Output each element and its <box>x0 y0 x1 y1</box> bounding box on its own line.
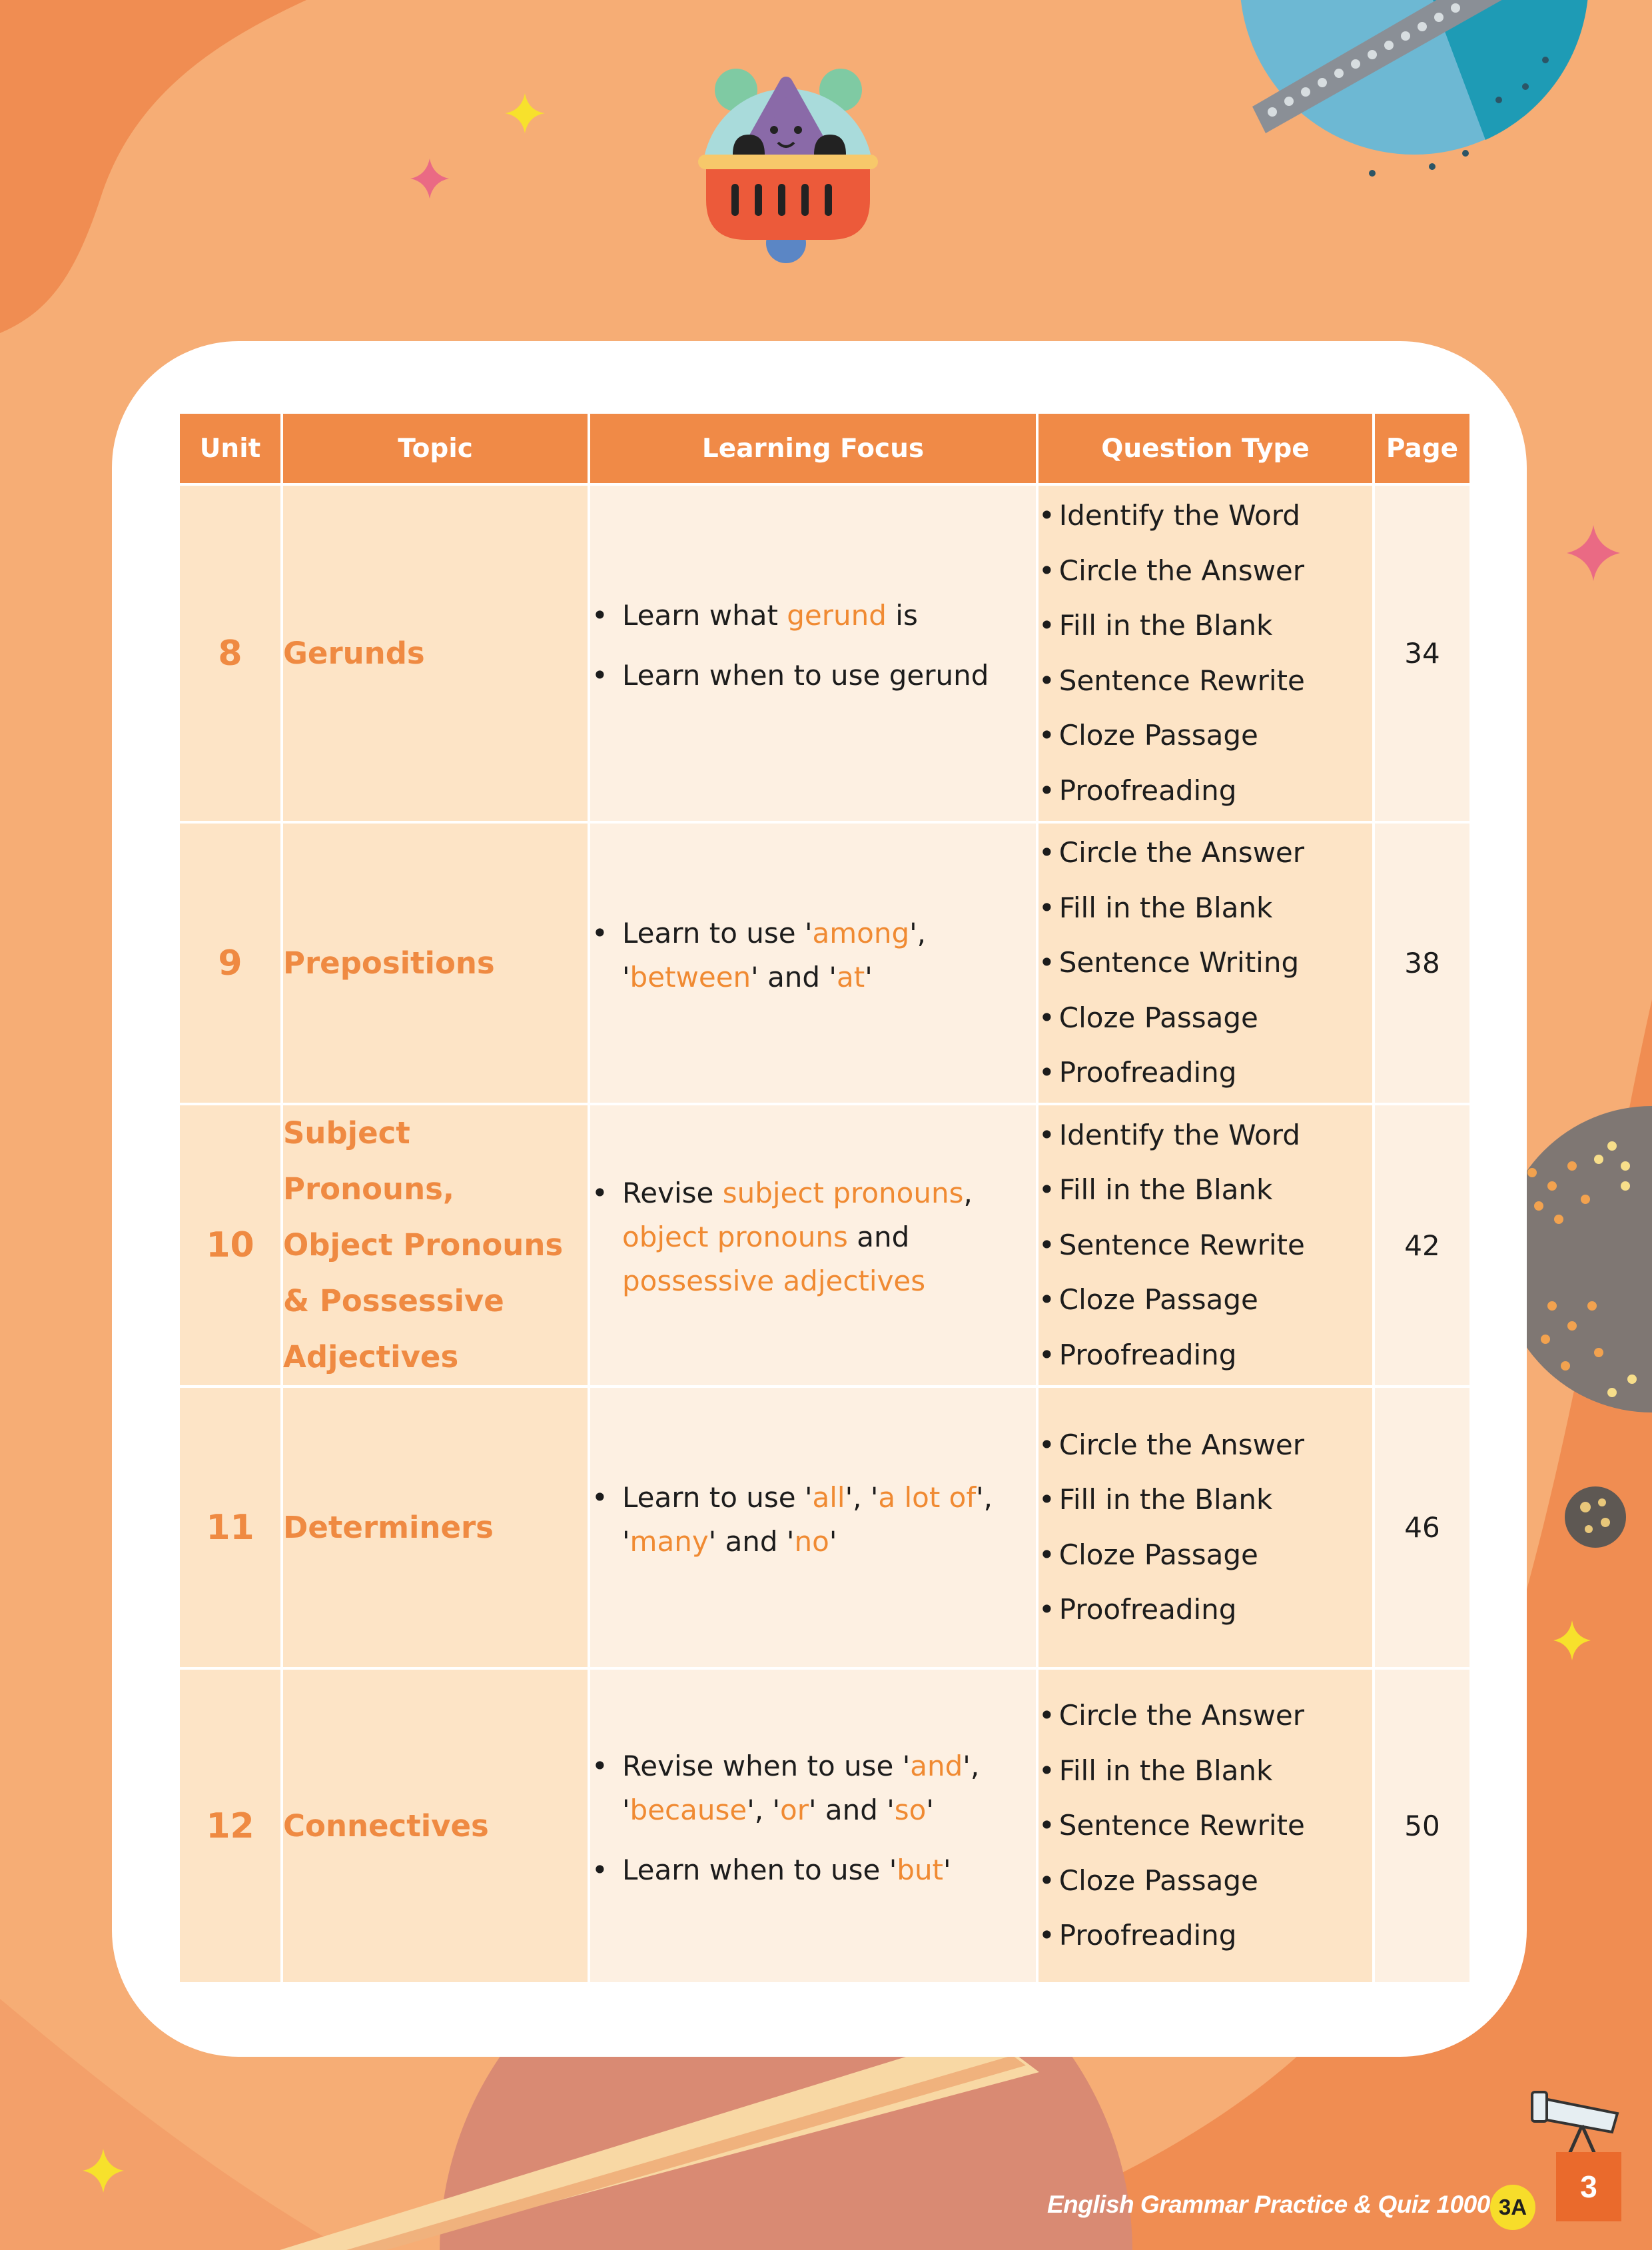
highlighted-term: at <box>836 960 865 993</box>
highlighted-term: but <box>897 1853 944 1886</box>
highlighted-term: subject pronouns <box>722 1177 964 1209</box>
highlighted-term: and <box>910 1749 963 1782</box>
unit-number: 11 <box>179 1387 282 1668</box>
focus-item <box>590 1848 1036 1892</box>
focus-text: Revise when to use ' <box>622 1749 911 1782</box>
topic-line: Adjectives <box>283 1339 459 1375</box>
question-type-item: • Identify the Word <box>1038 488 1372 544</box>
question-type-item: • Fill in the Blank <box>1038 881 1372 936</box>
focus-text: Learn when to use gerund <box>622 658 989 692</box>
learning-focus <box>589 484 1037 822</box>
focus-item <box>590 654 1036 698</box>
highlighted-term: or <box>780 1793 809 1826</box>
table-row <box>179 484 1471 822</box>
topic-line: Gerunds <box>283 635 425 671</box>
table-header-row <box>179 412 1471 484</box>
focus-text: ', ' <box>622 916 927 993</box>
highlighted-term: possessive adjectives <box>622 1265 926 1297</box>
focus-text: ' <box>865 960 873 993</box>
table-of-contents <box>177 411 1472 1985</box>
focus-item <box>590 594 1036 638</box>
highlighted-term: object pronouns <box>622 1221 848 1253</box>
blob-top-left <box>0 0 306 333</box>
question-type-item: • Proofreading <box>1038 1908 1372 1964</box>
topic-title <box>282 1387 589 1668</box>
question-type-item: • Cloze Passage <box>1038 708 1372 764</box>
focus-text: Learn when to use ' <box>622 1853 897 1886</box>
focus-text: ' <box>943 1853 951 1886</box>
focus-item <box>590 911 1036 999</box>
unit-number: 9 <box>179 822 282 1104</box>
question-type-item: • Circle the Answer <box>1038 1688 1372 1744</box>
focus-item <box>590 1171 1036 1303</box>
pink-sparkle-icon-right <box>1567 525 1620 581</box>
highlighted-term: among <box>812 916 910 949</box>
topic-title <box>282 1104 589 1387</box>
question-type-item: • Proofreading <box>1038 764 1372 819</box>
focus-text: ' and ' <box>808 1793 895 1826</box>
focus-text: Revise <box>622 1177 723 1209</box>
topic-line: & Possessive <box>283 1283 504 1319</box>
focus-text: , <box>963 1177 973 1209</box>
learning-focus <box>589 822 1037 1104</box>
highlighted-term: because <box>629 1793 747 1826</box>
header-unit: Unit <box>179 412 282 484</box>
focus-text: ', ' <box>622 1480 993 1558</box>
small-moon-icon <box>1565 1486 1626 1548</box>
highlighted-term: all <box>812 1480 845 1514</box>
unit-number: 10 <box>179 1104 282 1387</box>
header-topic: Topic <box>282 412 589 484</box>
table-row <box>179 1668 1471 1983</box>
focus-text: is <box>886 598 918 632</box>
page-ref: 38 <box>1374 822 1471 1104</box>
focus-text: Learn to use ' <box>622 1480 813 1514</box>
page-ref: 46 <box>1374 1387 1471 1668</box>
book-title: English Grammar Practice & Quiz 1000 <box>1047 2191 1490 2218</box>
header-question-type: Question Type <box>1037 412 1374 484</box>
question-type-item: • Cloze Passage <box>1038 991 1372 1046</box>
table-row <box>179 1104 1471 1387</box>
question-type-item: • Circle the Answer <box>1038 544 1372 599</box>
question-type-item: • Identify the Word <box>1038 1108 1372 1163</box>
topic-title <box>282 822 589 1104</box>
question-type-item: • Circle the Answer <box>1038 1418 1372 1473</box>
page-ref: 42 <box>1374 1104 1471 1387</box>
unit-number: 8 <box>179 484 282 822</box>
question-type-item: • Cloze Passage <box>1038 1528 1372 1583</box>
header-page: Page <box>1374 412 1471 484</box>
question-type-item: • Fill in the Blank <box>1038 1472 1372 1528</box>
topic-title <box>282 1668 589 1983</box>
pink-sparkle-icon <box>410 159 449 199</box>
question-type-item: • Cloze Passage <box>1038 1273 1372 1328</box>
question-type-item: • Circle the Answer <box>1038 826 1372 881</box>
question-type-item: • Cloze Passage <box>1038 1854 1372 1909</box>
table-row <box>179 1387 1471 1668</box>
topic-line: Determiners <box>283 1509 494 1545</box>
question-type-item: • Sentence Rewrite <box>1038 1798 1372 1854</box>
focus-item <box>590 1744 1036 1832</box>
topic-line: Object Pronouns <box>283 1227 564 1263</box>
question-type-item: • Fill in the Blank <box>1038 598 1372 654</box>
focus-text: ' and ' <box>751 960 837 993</box>
focus-text: Learn what <box>622 598 787 632</box>
question-type-item: • Sentence Writing <box>1038 935 1372 991</box>
question-types <box>1037 1387 1374 1668</box>
focus-text: ' <box>829 1524 837 1558</box>
highlighted-term: between <box>629 960 751 993</box>
question-type-item: • Fill in the Blank <box>1038 1744 1372 1799</box>
question-types <box>1037 1668 1374 1983</box>
learning-focus <box>589 1387 1037 1668</box>
focus-text: Learn to use ' <box>622 916 813 949</box>
topic-line: Prepositions <box>283 945 495 981</box>
topic-title <box>282 484 589 822</box>
focus-text: and <box>847 1221 910 1253</box>
unit-number: 12 <box>179 1668 282 1983</box>
level-badge: 3A <box>1490 2185 1535 2230</box>
question-type-item: • Proofreading <box>1038 1582 1372 1638</box>
learning-focus <box>589 1668 1037 1983</box>
question-types <box>1037 484 1374 822</box>
focus-text: ', ' <box>622 1749 980 1826</box>
question-types <box>1037 822 1374 1104</box>
highlighted-term: so <box>894 1793 927 1826</box>
highlighted-term: no <box>794 1524 829 1558</box>
question-types <box>1037 1104 1374 1387</box>
question-type-item: • Proofreading <box>1038 1045 1372 1101</box>
table-body <box>179 484 1471 1983</box>
highlighted-term: a lot of <box>878 1480 977 1514</box>
question-type-item: • Fill in the Blank <box>1038 1163 1372 1218</box>
focus-item <box>590 1476 1036 1564</box>
learning-focus <box>589 1104 1037 1387</box>
highlighted-term: gerund <box>787 598 887 632</box>
header-learning-focus: Learning Focus <box>589 412 1037 484</box>
focus-text: ', ' <box>747 1793 781 1826</box>
focus-text: ', ' <box>845 1480 879 1514</box>
question-type-item: • Sentence Rewrite <box>1038 654 1372 709</box>
page-ref: 34 <box>1374 484 1471 822</box>
focus-text: ' and ' <box>708 1524 795 1558</box>
blue-planet-icon <box>1240 0 1589 177</box>
page-ref: 50 <box>1374 1668 1471 1983</box>
topic-line: Connectives <box>283 1808 489 1844</box>
focus-text: ' <box>926 1793 934 1826</box>
table-row <box>179 822 1471 1104</box>
page-number: 3 <box>1556 2152 1621 2221</box>
mascot-icon <box>698 69 878 263</box>
highlighted-term: many <box>629 1524 709 1558</box>
question-type-item: • Sentence Rewrite <box>1038 1218 1372 1273</box>
yellow-sparkle-icon <box>505 93 545 133</box>
question-type-item: • Proofreading <box>1038 1328 1372 1383</box>
topic-line: Subject Pronouns, <box>283 1115 454 1207</box>
